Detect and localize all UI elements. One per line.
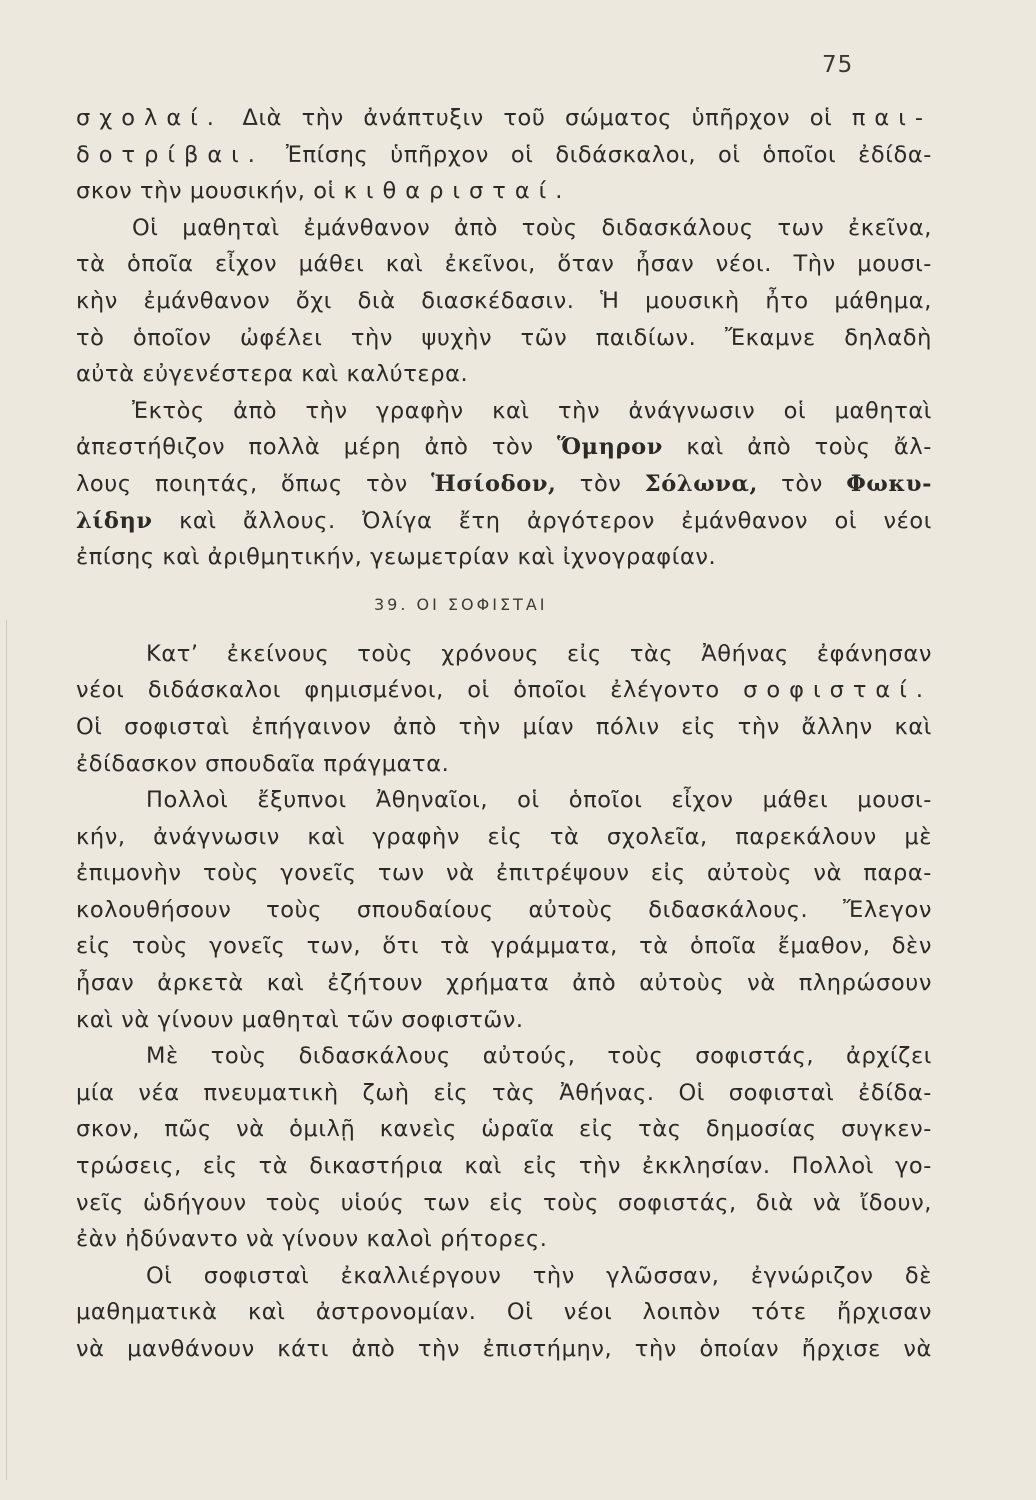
text-line: τὰ ὁποῖα εἶχον μάθει καὶ ἐκεῖνοι, ὅταν ἦσαν νέοι. Τὴν μουσι-	[76, 251, 932, 278]
page-number: 75	[822, 52, 854, 78]
text-line: Κατ’ ἐκείνους τοὺς χρόνους εἰς τὰς Ἀθήνας ἐφάνησαν	[146, 640, 932, 667]
body-text	[76, 100, 932, 1368]
text-line: ἐὰν ἠδύναντο νὰ γίνουν καλοὶ ρήτορες.	[76, 1226, 548, 1253]
text-line: κὴν ἐμάνθανον ὄχι διὰ διασκέδασιν. Ἡ μουσικὴ ἦτο μάθημα,	[76, 287, 932, 314]
text-line: νὰ μανθάνουν κάτι ἀπὸ τὴν ἐπιστήμην, τὴν ὁποίαν ἤρχισε νὰ	[76, 1336, 932, 1362]
text-line: καὶ νὰ γίνουν μαθηταὶ τῶν σοφιστῶν.	[76, 1006, 524, 1033]
text-line: μία νέα πνευματικὴ ζωὴ εἰς τὰς Ἀθήνας. Οἱ σοφισταὶ ἐδίδα-	[76, 1079, 932, 1106]
text-line: ἐπίσης καὶ ἀριθμητικήν, γεωμετρίαν καὶ ἰχνογραφίαν.	[76, 544, 717, 571]
text-line: ἦσαν ἀρκετὰ καὶ ἐζήτουν χρήματα ἀπὸ αὐτοὺς νὰ πληρώσουν	[76, 970, 932, 997]
page-edge-shadow	[6, 620, 7, 1480]
text-line: εἰς τοὺς γονεῖς των, ὅτι τὰ γράμματα, τὰ ὁποῖα ἔμαθον, δὲν	[76, 933, 932, 960]
text-line: τὸ ὁποῖον ὠφέλει τὴν ψυχὴν τῶν παιδίων. Ἔκαμνε δηλαδὴ	[76, 324, 932, 351]
text-line: ἐδίδασκον σπουδαῖα πράγματα.	[76, 750, 450, 777]
text-line: μαθηματικὰ καὶ ἀστρονομίαν. Οἱ νέοι λοιπὸν τότε ἤρχισαν	[76, 1299, 932, 1326]
text-line: λίδην καὶ ἄλλους. Ὀλίγα ἔτη ἀργότερον ἐμάνθανον οἱ νέοι	[76, 507, 932, 534]
text-line: σκον τὴν μουσικήν, οἱ κιθαρισταί.	[76, 178, 572, 205]
text-line: Μὲ τοὺς διδασκάλους αὐτούς, τοὺς σοφιστάς, ἀρχίζει	[146, 1043, 932, 1070]
text-line: νέοι διδάσκαλοι φημισμένοι, οἱ ὁποῖοι ἐλέγοντο σοφισταί.	[76, 677, 932, 704]
text-line: τρώσεις, εἰς τὰ δικαστήρια καὶ εἰς τὴν ἐκκλησίαν. Πολλοὶ γο-	[76, 1153, 932, 1180]
text-line: κολουθήσουν τοὺς σπουδαίους αὐτοὺς διδασκάλους. Ἔλεγον	[76, 896, 932, 923]
text-line: αὐτὰ εὐγενέστερα καὶ καλύτερα.	[76, 361, 469, 388]
text-line: Οἱ σοφισταὶ ἐπήγαινον ἀπὸ τὴν μίαν πόλιν εἰς τὴν ἄλλην καὶ	[76, 713, 932, 740]
text-line: ἀπεστήθιζον πολλὰ μέρη ἀπὸ τὸν Ὅμηρον καὶ ἀπὸ τοὺς ἄλ-	[76, 434, 932, 461]
text-line: ἐπιμονὴν τοὺς γονεῖς των νὰ ἐπιτρέψουν εἰς αὐτοὺς νὰ παρα-	[76, 860, 932, 887]
text-line: Οἱ μαθηταὶ ἐμάνθανον ἀπὸ τοὺς διδασκάλους των ἐκεῖνα,	[132, 214, 932, 241]
text-line: δοτρίβαι. Ἐπίσης ὑπῆρχον οἱ διδάσκαλοι, οἱ ὁποῖοι ἐδίδα-	[76, 141, 932, 168]
text-line: κήν, ἀνάγνωσιν καὶ γραφὴν εἰς τὰ σχολεῖα, παρεκάλουν μὲ	[76, 823, 932, 850]
text-line: λους ποιητάς, ὅπως τὸν Ἡσίοδον, τὸν Σόλωνα, τὸν Φωκυ-	[76, 470, 932, 497]
section-heading: 39. ΟΙ ΣΟΦΙΣΤΑΙ	[374, 594, 548, 614]
text-line: Οἱ σοφισταὶ ἐκαλλιέργουν τὴν γλῶσσαν, ἐγνώριζον δὲ	[146, 1262, 932, 1289]
text-line: Ἐκτὸς ἀπὸ τὴν γραφὴν καὶ τὴν ἀνάγνωσιν οἱ μαθηταὶ	[132, 397, 932, 424]
text-line: σκον, πῶς νὰ ὁμιλῇ κανεὶς ὡραῖα εἰς τὰς δημοσίας συγκεν-	[76, 1116, 932, 1143]
text-line: νεῖς ὡδήγουν τοὺς υἱούς των εἰς τοὺς σοφιστάς, διὰ νὰ ἴδουν,	[76, 1189, 932, 1216]
text-line: σχολαί. Διὰ τὴν ἀνάπτυξιν τοῦ σώματος ὑπῆρχον οἱ παι-	[76, 105, 932, 131]
text-line: Πολλοὶ ἔξυπνοι Ἀθηναῖοι, οἱ ὁποῖοι εἶχον μάθει μουσι-	[146, 787, 932, 814]
